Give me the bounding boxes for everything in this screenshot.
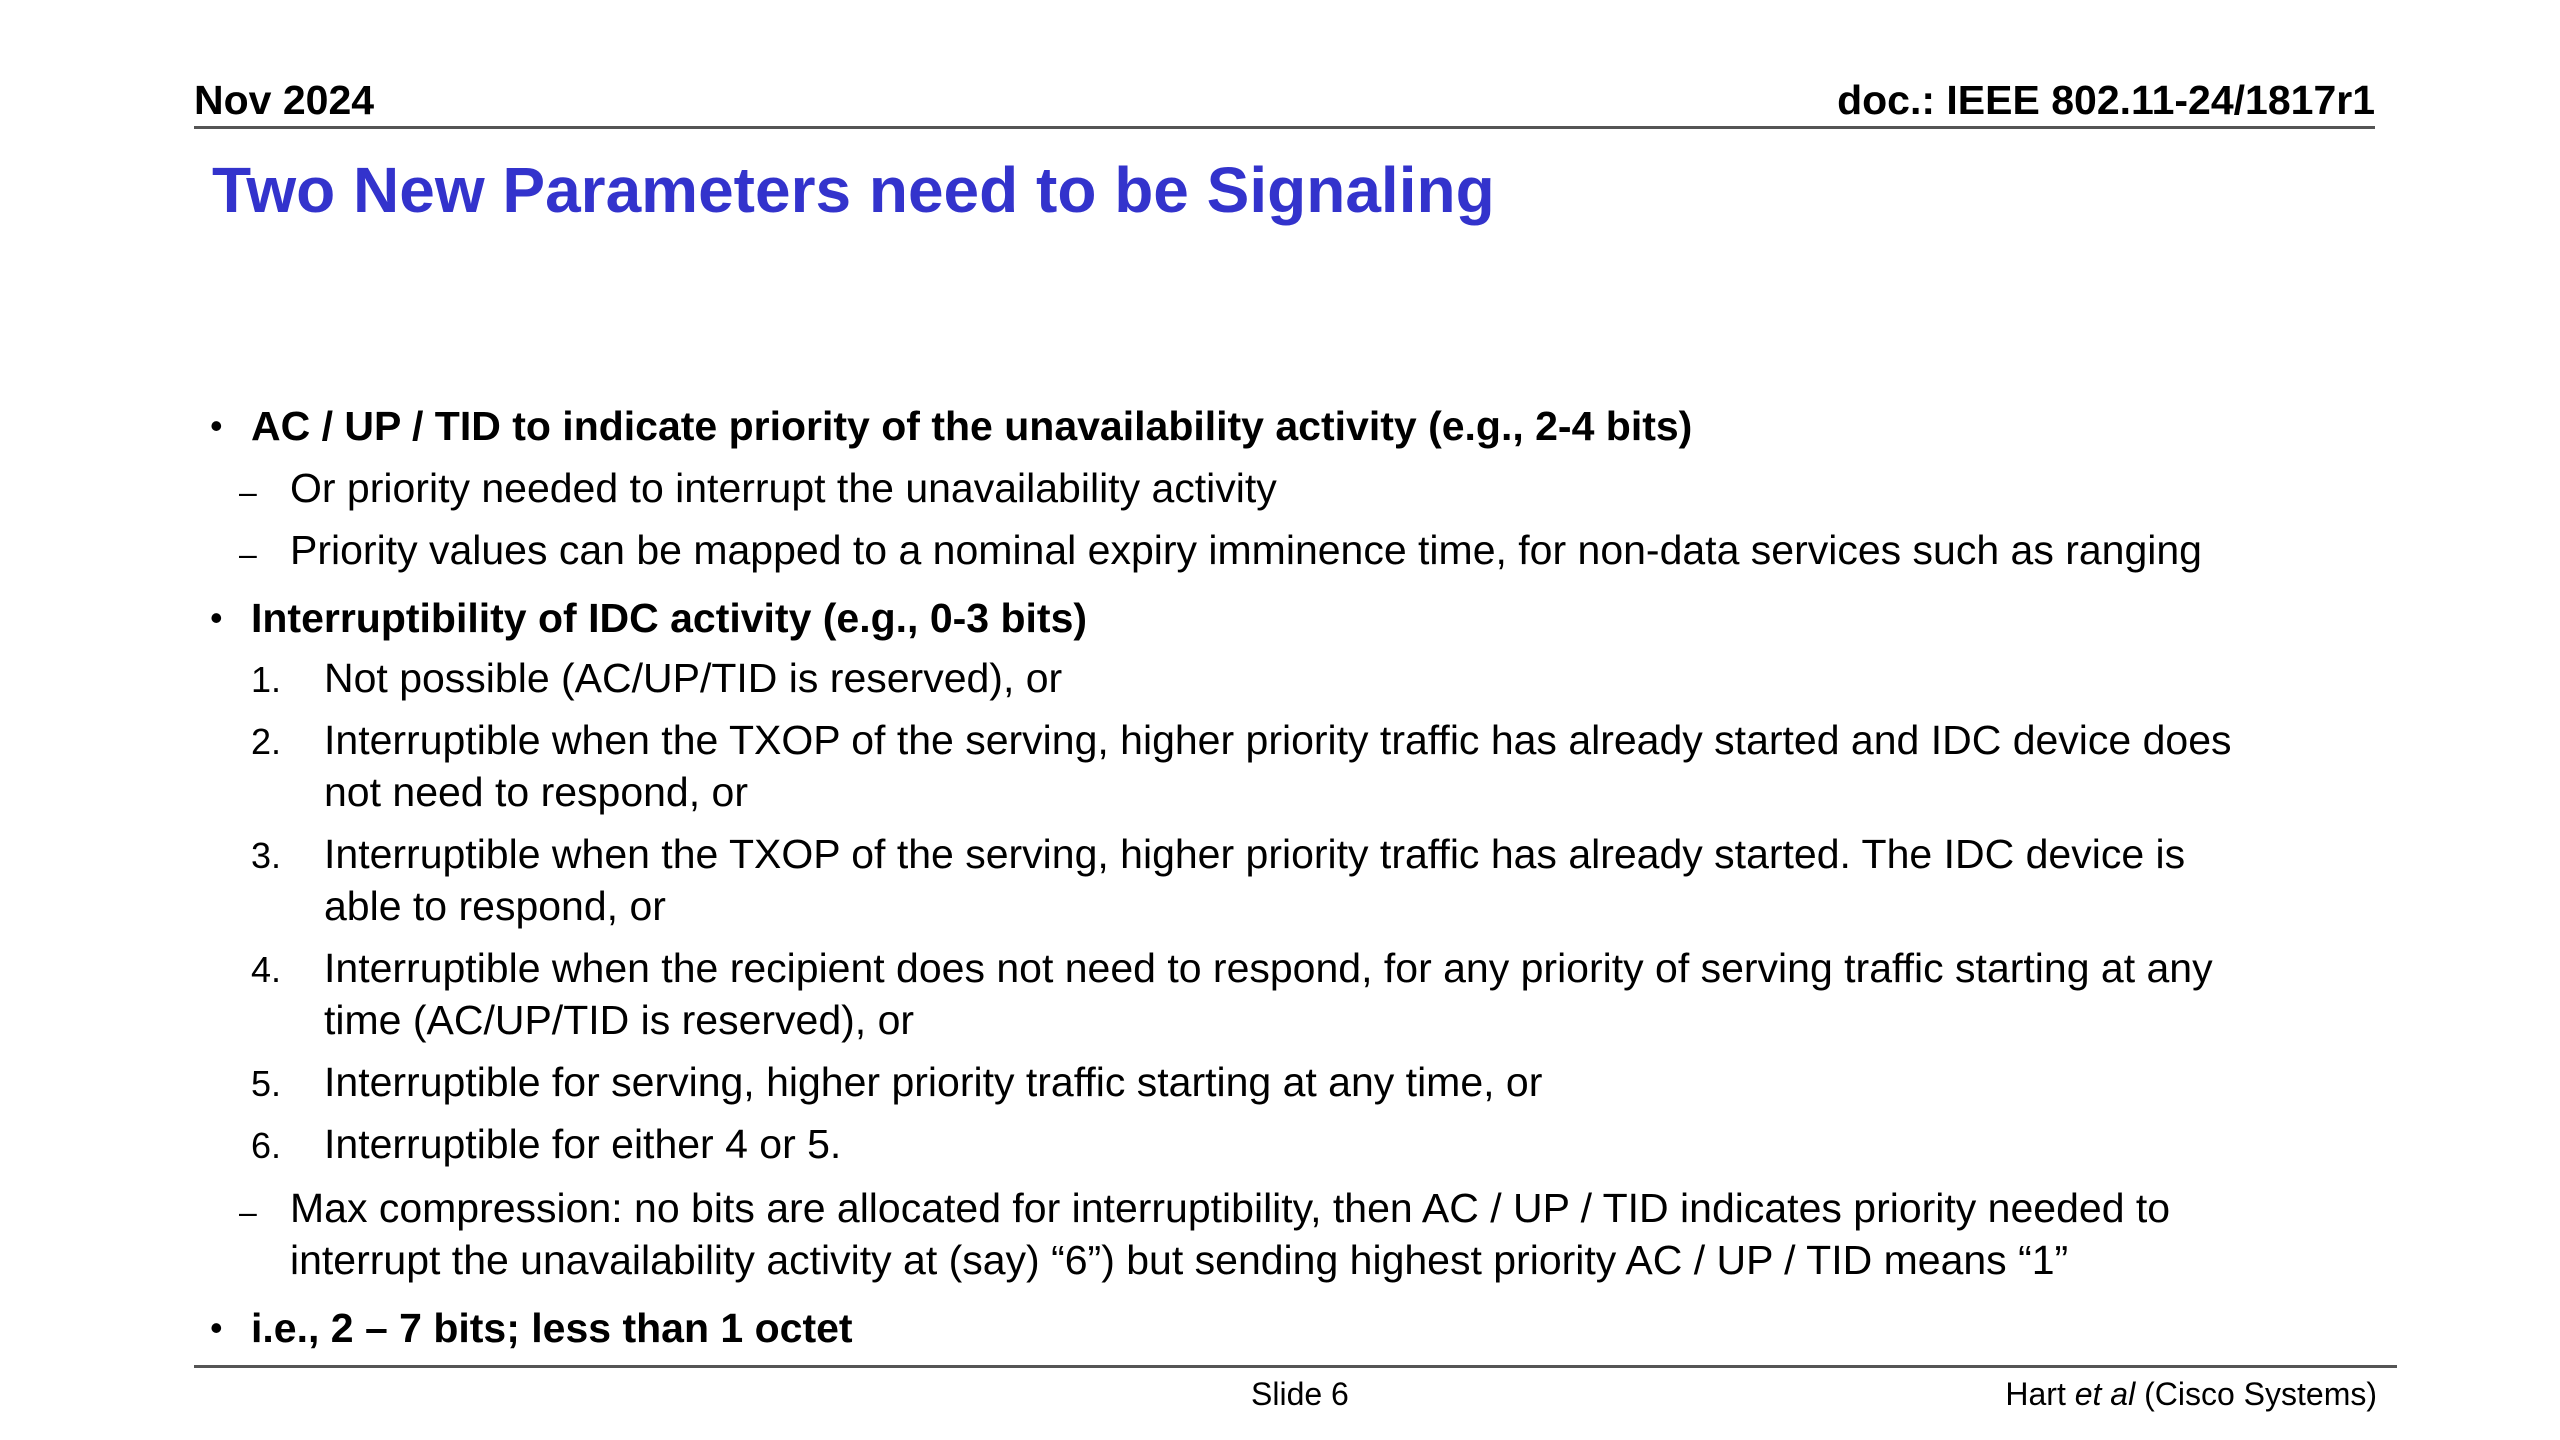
sub-bullet-text: Or priority needed to interrupt the unavailability activity (290, 465, 1277, 511)
item-text-continued: time (AC/UP/TID is reserved), or (324, 997, 915, 1043)
author-etal: et al (2074, 1376, 2136, 1412)
bullet-marker: • (210, 597, 223, 638)
sub-bullet-text: Max compression: no bits are allocated for interruptibility, then AC / UP / TID indicates priority needed to (290, 1185, 2171, 1231)
item-number: 4. (251, 949, 282, 990)
bullet-marker: • (210, 1307, 223, 1348)
item-number: 1. (251, 659, 282, 700)
sub-bullet-text: Priority values can be mapped to a nominal expiry imminence time, for non-data services such as ranging (290, 527, 2202, 573)
author-name: Hart (2005, 1376, 2066, 1412)
author-org: (Cisco Systems) (2144, 1376, 2377, 1412)
bullet-text: Interruptibility of IDC activity (e.g., 0-3 bits) (251, 595, 1088, 641)
header-doc-id: doc.: IEEE 802.11-24/1817r1 (1837, 77, 2375, 123)
item-text: Interruptible for either 4 or 5. (324, 1121, 842, 1167)
item-text-continued: not need to respond, or (324, 769, 748, 815)
sub-bullet-text-continued: interrupt the unavailability activity at (say) “6”) but sending highest priority AC / UP / TID means “1” (290, 1237, 2069, 1283)
item-text: Interruptible when the TXOP of the serving, higher priority traffic has already started. The IDC device is (324, 831, 2186, 877)
item-text-continued: able to respond, or (324, 883, 666, 929)
item-number: 5. (251, 1063, 282, 1104)
item-text: Interruptible when the recipient does not need to respond, for any priority of serving traffic starting at any (324, 945, 2213, 991)
slide-number: Slide 6 (1251, 1376, 1349, 1412)
bullet-text: AC / UP / TID to indicate priority of the unavailability activity (e.g., 2-4 bits) (251, 403, 1693, 449)
item-number: 3. (251, 835, 282, 876)
slide-title: Two New Parameters need to be Signaling (212, 154, 1495, 226)
footer-divider (194, 1365, 2397, 1368)
dash-marker: – (239, 474, 257, 510)
header-date: Nov 2024 (194, 77, 375, 123)
header-divider (194, 126, 2375, 129)
item-text: Interruptible for serving, higher priority traffic starting at any time, or (324, 1059, 1543, 1105)
dash-marker: – (239, 536, 257, 572)
item-number: 2. (251, 721, 282, 762)
footer-author (2005, 1374, 2377, 1414)
bullet-marker: • (210, 405, 223, 446)
item-text: Not possible (AC/UP/TID is reserved), or (324, 655, 1063, 701)
item-number: 6. (251, 1125, 282, 1166)
dash-marker: – (239, 1194, 257, 1230)
bullet-text: i.e., 2 – 7 bits; less than 1 octet (251, 1305, 853, 1351)
item-text: Interruptible when the TXOP of the serving, higher priority traffic has already started and IDC device does (324, 717, 2232, 763)
